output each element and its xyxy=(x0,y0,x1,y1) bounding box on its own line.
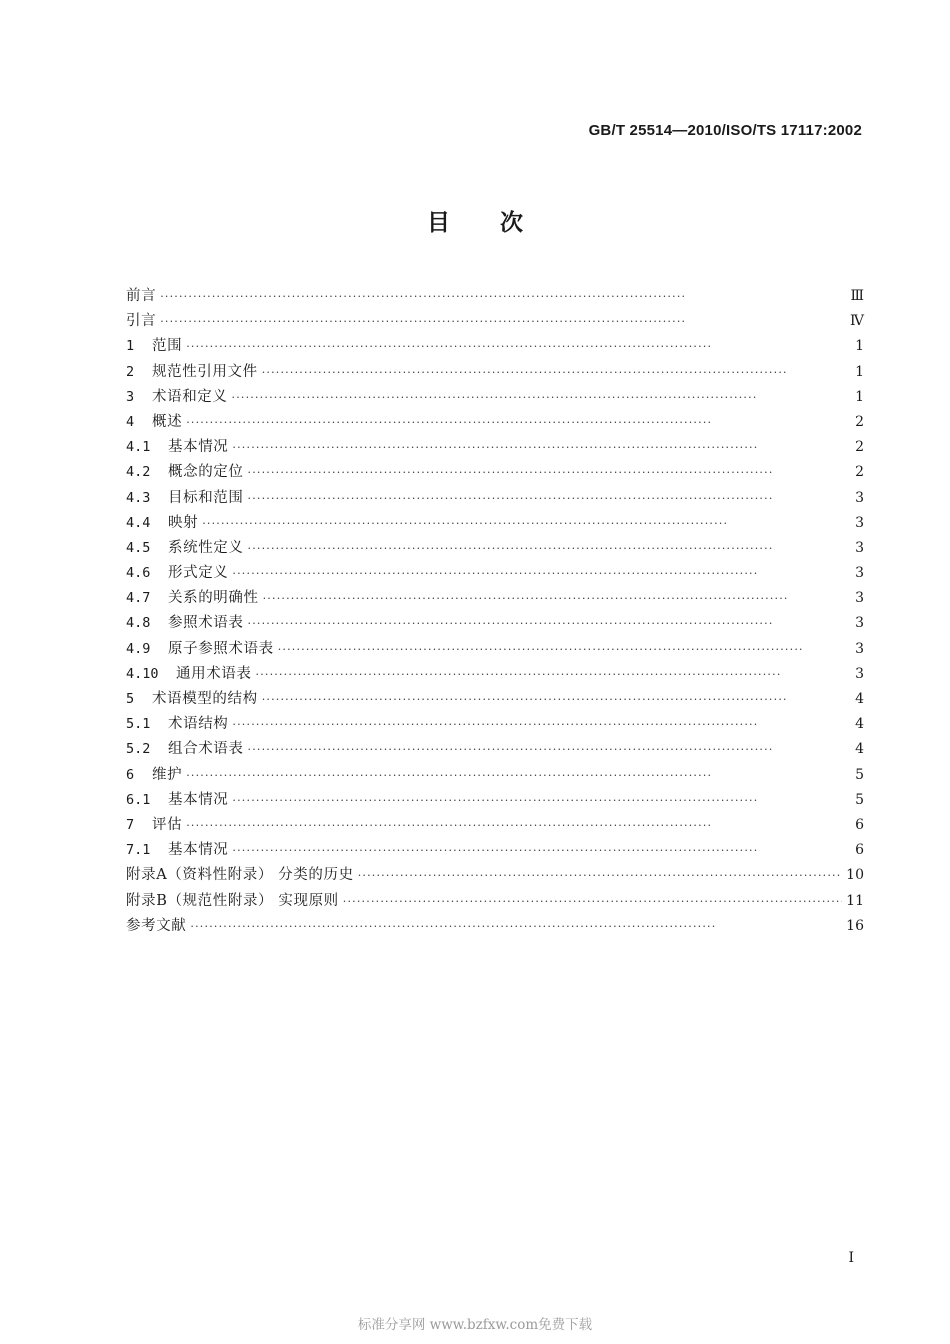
toc-entry[interactable] xyxy=(126,914,864,939)
page-number: I xyxy=(848,1250,854,1266)
toc-entry-number: 4.6 xyxy=(126,565,151,582)
toc-leader-dots xyxy=(190,914,842,939)
toc-entry-label: 基本情况 xyxy=(168,791,229,808)
toc-entry-page: 16 xyxy=(846,917,864,934)
toc-entry[interactable] xyxy=(126,410,864,435)
toc-entry[interactable] xyxy=(126,586,864,611)
toc-entry-page: 5 xyxy=(855,791,864,808)
toc-entry-number: 2 xyxy=(126,363,135,380)
toc-leader-dots xyxy=(186,813,850,838)
toc-entry[interactable] xyxy=(126,813,864,838)
table-of-contents xyxy=(126,284,864,939)
standard-code: GB/T 25514—2010/ISO/TS 17117:2002 xyxy=(588,122,862,139)
toc-entry-page: 3 xyxy=(855,665,864,682)
toc-entry-label: 概念的定位 xyxy=(168,464,244,481)
toc-entry-page: 6 xyxy=(855,816,864,833)
toc-leader-dots xyxy=(248,611,851,636)
toc-leader-dots xyxy=(232,838,850,863)
toc-entry-number: 7.1 xyxy=(126,842,151,859)
toc-leader-dots xyxy=(256,662,851,687)
toc-entry-label: 维护 xyxy=(152,766,183,783)
toc-leader-dots xyxy=(262,360,850,385)
toc-entry-label: 基本情况 xyxy=(168,842,229,859)
toc-leader-dots xyxy=(248,737,851,762)
toc-leader-dots xyxy=(278,637,850,662)
toc-entry[interactable] xyxy=(126,687,864,712)
toc-entry-page: 1 xyxy=(855,338,864,355)
toc-entry-label: 形式定义 xyxy=(168,565,229,582)
toc-entry-number: 4.3 xyxy=(126,489,151,506)
toc-entry-label: 关系的明确性 xyxy=(168,590,259,607)
toc-leader-dots xyxy=(160,284,846,309)
toc-leader-dots xyxy=(202,511,850,536)
toc-entry[interactable] xyxy=(126,536,864,561)
toc-entry-number: 4.8 xyxy=(126,615,151,632)
toc-leader-dots xyxy=(160,309,846,334)
page-title xyxy=(0,204,950,237)
toc-entry-page: 3 xyxy=(855,514,864,531)
toc-entry[interactable] xyxy=(126,511,864,536)
toc-entry[interactable] xyxy=(126,561,864,586)
toc-leader-dots xyxy=(186,410,850,435)
toc-entry-label: 参考文献 xyxy=(126,917,187,934)
toc-entry[interactable] xyxy=(126,662,864,687)
toc-entry-page: 3 xyxy=(855,489,864,506)
toc-entry-label: 概述 xyxy=(152,413,183,430)
toc-leader-dots xyxy=(232,385,851,410)
toc-entry[interactable] xyxy=(126,889,864,914)
toc-leader-dots xyxy=(232,561,850,586)
toc-entry[interactable] xyxy=(126,385,864,410)
toc-entry-number: 7 xyxy=(126,816,135,833)
toc-entry-page: 1 xyxy=(855,388,864,405)
toc-entry[interactable] xyxy=(126,435,864,460)
watermark-text: 标准分享网 www.bzfxw.com免费下载 xyxy=(357,1317,593,1333)
toc-entry[interactable] xyxy=(126,737,864,762)
toc-leader-dots xyxy=(343,889,842,914)
toc-leader-dots xyxy=(262,687,850,712)
toc-entry-label: 映射 xyxy=(168,514,199,531)
toc-entry[interactable] xyxy=(126,611,864,636)
toc-entry-label: 范围 xyxy=(152,338,183,355)
toc-entry-label: 参照术语表 xyxy=(168,615,244,632)
toc-entry[interactable] xyxy=(126,360,864,385)
toc-entry-label: 规范性引用文件 xyxy=(152,363,258,380)
toc-entry[interactable] xyxy=(126,486,864,511)
page-title-char-2: 次 xyxy=(500,210,523,236)
toc-entry-page: 3 xyxy=(855,565,864,582)
toc-entry[interactable] xyxy=(126,309,864,334)
toc-entry-label: 术语结构 xyxy=(168,716,229,733)
toc-entry-page: 2 xyxy=(855,464,864,481)
toc-entry-number: 4.2 xyxy=(126,464,151,481)
page-title-char-1: 目 xyxy=(427,210,450,236)
toc-entry-page: 10 xyxy=(846,867,864,884)
toc-entry-label: 通用术语表 xyxy=(176,665,252,682)
toc-entry-page: 3 xyxy=(855,539,864,556)
toc-entry-page: Ⅳ xyxy=(850,313,864,330)
toc-entry-page: 4 xyxy=(855,741,864,758)
toc-entry-number: 4.10 xyxy=(126,665,159,682)
toc-leader-dots xyxy=(232,788,850,813)
toc-entry-label: 术语和定义 xyxy=(152,388,228,405)
toc-entry-page: 3 xyxy=(855,615,864,632)
toc-leader-dots xyxy=(232,712,850,737)
toc-entry-label: 目标和范围 xyxy=(168,489,244,506)
toc-entry-page: 3 xyxy=(855,590,864,607)
toc-entry[interactable] xyxy=(126,637,864,662)
toc-entry[interactable] xyxy=(126,863,864,888)
toc-entry-number: 4.7 xyxy=(126,590,151,607)
toc-entry-page: 1 xyxy=(855,363,864,380)
toc-entry-label: 原子参照术语表 xyxy=(168,640,274,657)
toc-entry[interactable] xyxy=(126,763,864,788)
toc-entry-page: 3 xyxy=(855,640,864,657)
toc-entry[interactable] xyxy=(126,788,864,813)
toc-entry-number: 6 xyxy=(126,766,135,783)
toc-entry-page: Ⅲ xyxy=(850,288,864,304)
toc-entry-number: 4.5 xyxy=(126,539,151,556)
toc-leader-dots xyxy=(232,435,850,460)
toc-entry[interactable] xyxy=(126,712,864,737)
toc-entry-page: 6 xyxy=(855,842,864,859)
toc-leader-dots xyxy=(248,536,851,561)
toc-entry-label: 附录A（资料性附录） 分类的历史 xyxy=(126,867,354,884)
toc-entry-page: 4 xyxy=(855,691,864,707)
toc-entry[interactable] xyxy=(126,334,864,359)
toc-entry-page: 5 xyxy=(855,766,864,783)
toc-entry-page: 11 xyxy=(846,892,864,909)
toc-entry-page: 2 xyxy=(855,413,864,430)
toc-entry-number: 4.9 xyxy=(126,640,151,657)
toc-entry-number: 4.1 xyxy=(126,439,151,456)
toc-entry-number: 4 xyxy=(126,413,135,430)
toc-entry-number: 5.2 xyxy=(126,741,151,758)
toc-entry-label: 基本情况 xyxy=(168,439,229,456)
toc-entry-number: 5.1 xyxy=(126,716,151,733)
toc-leader-dots xyxy=(186,763,850,788)
toc-entry-label: 前言 xyxy=(126,288,157,304)
toc-entry-number: 1 xyxy=(126,338,135,355)
toc-entry-label: 系统性定义 xyxy=(168,539,244,556)
toc-entry-number: 5 xyxy=(126,691,135,707)
toc-leader-dots xyxy=(248,486,851,511)
toc-leader-dots xyxy=(263,586,850,611)
toc-entry-number: 6.1 xyxy=(126,791,151,808)
toc-leader-dots xyxy=(186,334,850,359)
toc-entry[interactable] xyxy=(126,838,864,863)
toc-entry-page: 4 xyxy=(855,716,864,733)
toc-entry-label: 术语模型的结构 xyxy=(152,691,258,707)
toc-entry-page: 2 xyxy=(855,439,864,456)
toc-leader-dots xyxy=(248,460,851,485)
toc-entry-label: 引言 xyxy=(126,313,157,330)
toc-entry-label: 附录B（规范性附录） 实现原则 xyxy=(126,892,339,909)
toc-entry-number: 3 xyxy=(126,388,135,405)
toc-entry[interactable] xyxy=(126,284,864,309)
toc-entry-label: 评估 xyxy=(152,816,183,833)
toc-leader-dots xyxy=(358,863,842,888)
toc-entry-number: 4.4 xyxy=(126,514,151,531)
toc-entry-label: 组合术语表 xyxy=(168,741,244,758)
toc-entry[interactable] xyxy=(126,460,864,485)
